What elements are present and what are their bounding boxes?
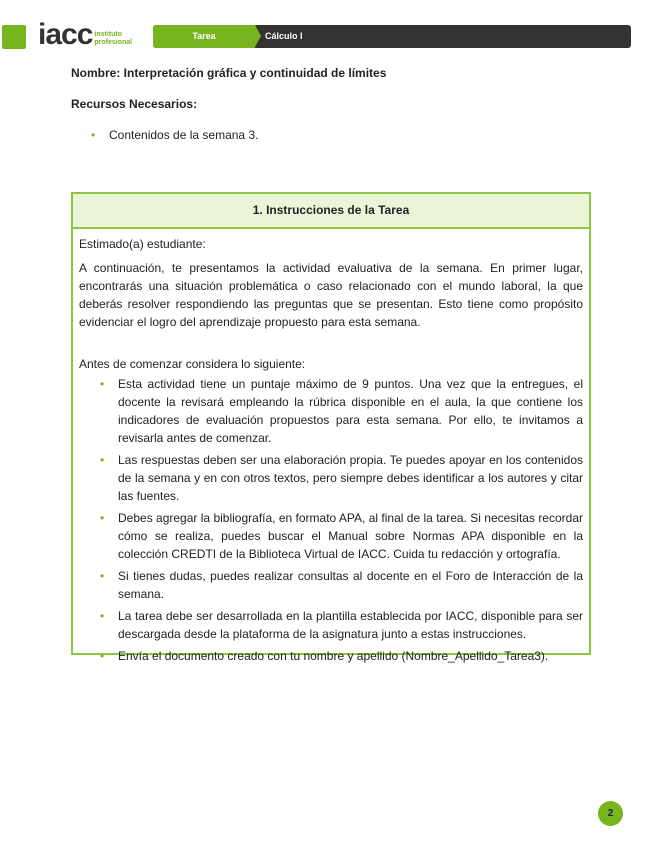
bullet-icon: • (100, 569, 105, 583)
logo-sub: instituto profesional (94, 31, 133, 46)
breadcrumb-course: Cálculo I (265, 31, 303, 41)
page-number: 2 (598, 801, 623, 826)
instructions-title: 1. Instrucciones de la Tarea (73, 194, 589, 229)
iacc-logo (38, 18, 133, 51)
bullet-icon: • (100, 609, 105, 623)
list-item: • Debes agregar la bibliografía, en formato APA, al final de la tarea. Si necesitas recordar cómo se realiza, puedes buscar el Manual sobre Normas APA disponible en la colección CREDTI de la Biblioteca Virtual de IACC. Cuida tu redacción y ortografía. (100, 511, 583, 561)
list-item: • Las respuestas deben ser una elaboración propia. Te puedes apoyar en los contenidos de la semana y en con otros textos, pero siempre debes identificar a los autores y citar las fuentes. (100, 453, 583, 503)
list-item: • Si tienes dudas, puedes realizar consultas al docente en el Foro de Interacción de la semana. (100, 569, 583, 601)
header-bar (153, 25, 631, 48)
intro-paragraph: A continuación, te presentamos la actividad evaluativa de la semana. En primer lugar, encontrarás una situación problemática o caso relacionado con el mundo laboral, la que deberás resolver respondiendo las preguntas que se presentan. Esto tiene como propósito evidenciar el logro del aprendizaje propuesto para esta semana. (79, 261, 583, 329)
greeting: Estimado(a) estudiante: (79, 237, 206, 251)
resources-title: Recursos Necesarios: (71, 97, 198, 111)
bullet-icon: • (100, 511, 105, 525)
instruction-list (79, 375, 583, 665)
list-item: • Envía el documento creado con tu nombre y apellido (Nombre_Apellido_Tarea3). (100, 649, 549, 663)
breadcrumb-arrow-icon (255, 25, 261, 47)
brand-square (2, 25, 26, 49)
instructions-box (71, 192, 591, 663)
before-text: Antes de comenzar considera lo siguiente: (79, 357, 306, 371)
list-item: • Esta actividad tiene un puntaje máximo de 9 puntos. Una vez que la entregues, el docente la revisará empleando la rúbrica disponible en el aula, la que contiene los indicadores de evaluación propuestos para esta semana. Por ello, te invitamos a revisarla antes de comenzar. (100, 377, 583, 445)
tab-tarea: Tarea (153, 25, 255, 48)
assignment-name: Nombre: Interpretación gráfica y continuidad de límites (71, 66, 387, 80)
bullet-icon: • (100, 377, 105, 391)
bullet-icon: • (100, 453, 105, 467)
list-item: • La tarea debe ser desarrollada en la plantilla establecida por IACC, disponible para ser descargada desde la plataforma de la asignatura junto a estas instrucciones. (100, 609, 583, 641)
resource-item: • Contenidos de la semana 3. (91, 128, 259, 142)
bullet-icon: • (100, 649, 105, 663)
bullet-icon: • (91, 128, 96, 142)
logo-main: iacc (38, 18, 93, 51)
